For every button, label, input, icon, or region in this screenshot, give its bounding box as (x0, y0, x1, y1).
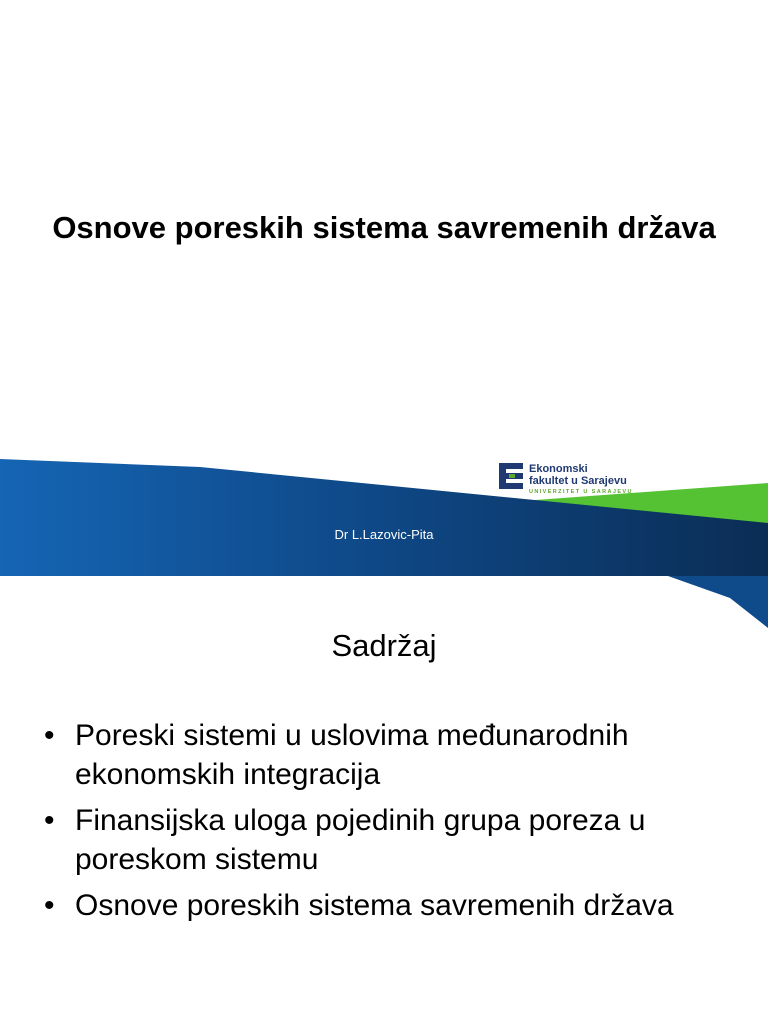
decorative-band (0, 455, 768, 576)
corner-decoration (668, 576, 768, 636)
bullet-item (44, 801, 744, 879)
bullet-text: Poreski sistemi u uslovima međunarodnih ekonomskih integracija (75, 719, 629, 791)
bullet-item (44, 716, 744, 794)
logo-text-line2: fakultet u Sarajevu (529, 475, 627, 487)
bullet-dot-icon: • (44, 719, 55, 752)
logo-text-line3: UNIVERZITET U SARAJEVU (529, 489, 633, 495)
author-name: Dr L.Lazovic-Pita (334, 527, 434, 542)
bullet-dot-icon: • (44, 804, 55, 837)
bullet-text: Finansijska uloga pojedinih grupa poreza u poreskom sistemu (75, 804, 646, 876)
bullet-item (44, 886, 744, 925)
contents-slide (0, 576, 768, 1024)
bullet-list (44, 716, 744, 932)
bullet-dot-icon: • (44, 889, 55, 922)
band-blue-main (0, 459, 768, 576)
faculty-logo (499, 463, 639, 497)
slide-heading: Sadržaj (331, 628, 437, 663)
logo-text-line1: Ekonomski (529, 463, 588, 475)
bullet-text: Osnove poreskih sistema savremenih država (75, 889, 674, 922)
logo-e-icon (499, 463, 523, 489)
slide-title: Osnove poreskih sistema savremenih država (52, 210, 716, 245)
